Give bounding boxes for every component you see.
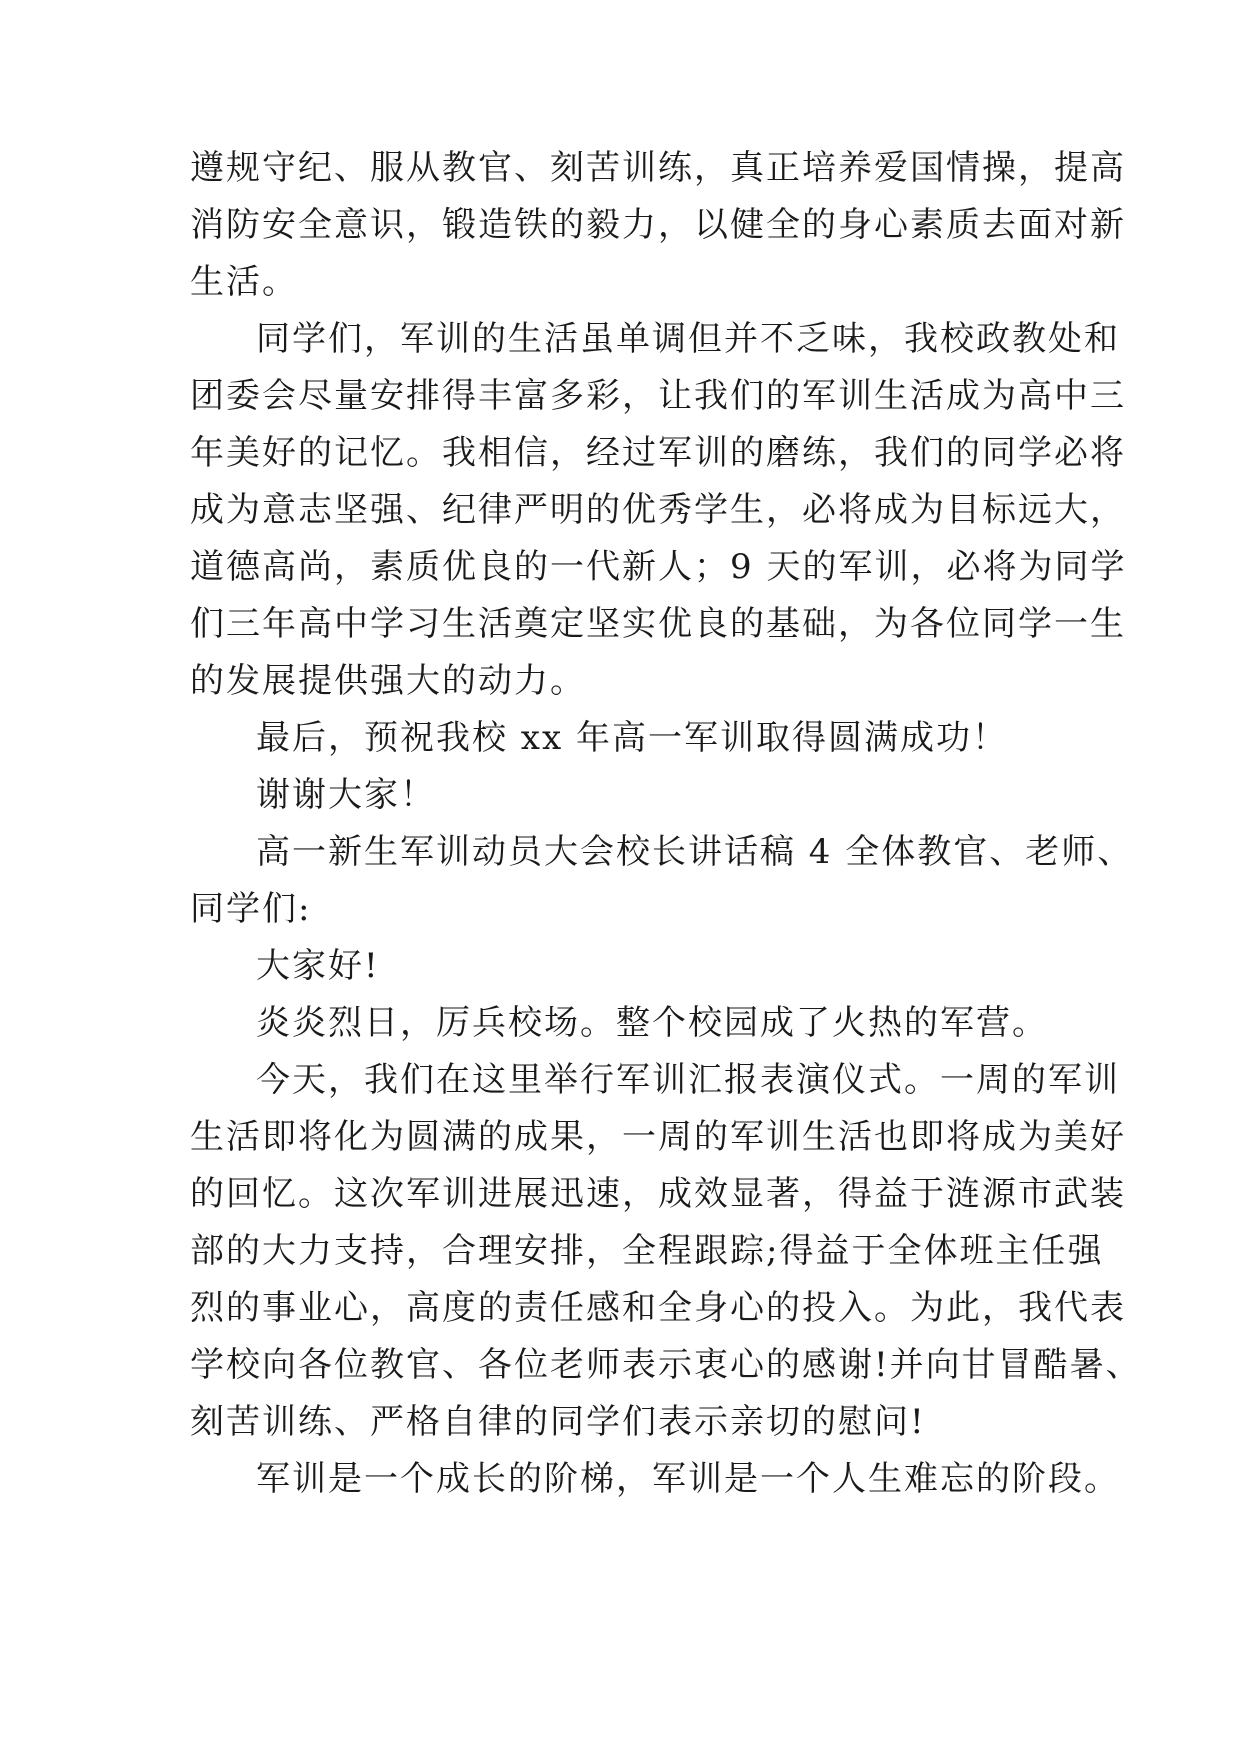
paragraph-line: 学校向各位教官、各位老师表示衷心的感谢!并向甘冒酷暑、 — [190, 1345, 1142, 1385]
paragraph-line: 谢谢大家！ — [256, 775, 436, 815]
paragraph-line: 消防安全意识，锻造铁的毅力，以健全的身心素质去面对新 — [190, 205, 1126, 245]
paragraph-line: 年美好的记忆。我相信，经过军训的磨练，我们的同学必将 — [190, 433, 1126, 473]
paragraph-line: 成为意志坚强、纪律严明的优秀学生，必将成为目标远大， — [190, 490, 1126, 530]
paragraph-line: 部的大力支持，合理安排，全程跟踪;得益于全体班主任强 — [190, 1231, 1104, 1271]
paragraph-line: 遵规守纪、服从教官、刻苦训练，真正培养爱国情操，提高 — [190, 148, 1126, 188]
paragraph-line: 同学们: — [190, 889, 312, 929]
section-heading-line: 高一新生军训动员大会校长讲话稿 4 全体教官、老师、 — [256, 832, 1134, 872]
paragraph-line: 生活即将化为圆满的成果，一周的军训生活也即将成为美好 — [190, 1117, 1126, 1157]
paragraph-line: 最后，预祝我校 xx 年高一军训取得圆满成功！ — [256, 718, 1008, 758]
paragraph-line: 今天，我们在这里举行军训汇报表演仪式。一周的军训 — [256, 1060, 1120, 1100]
paragraph-line: 团委会尽量安排得丰富多彩，让我们的军训生活成为高中三 — [190, 376, 1126, 416]
paragraph-line: 烈的事业心，高度的责任感和全身心的投入。为此，我代表 — [190, 1288, 1126, 1328]
paragraph-line: 道德高尚，素质优良的一代新人；9 天的军训，必将为同学 — [190, 547, 1127, 587]
paragraph-line: 的发展提供强大的动力。 — [190, 661, 586, 701]
paragraph-line: 刻苦训练、严格自律的同学们表示亲切的慰问! — [190, 1402, 926, 1442]
paragraph-line: 军训是一个成长的阶梯，军训是一个人生难忘的阶段。 — [256, 1459, 1120, 1499]
paragraph-line: 生活。 — [190, 262, 298, 302]
paragraph-line: 大家好! — [256, 946, 380, 986]
paragraph-line: 炎炎烈日，厉兵校场。整个校园成了火热的军营。 — [256, 1003, 1048, 1043]
paragraph-line: 同学们，军训的生活虽单调但并不乏味，我校政教处和 — [256, 319, 1120, 359]
paragraph-line: 们三年高中学习生活奠定坚实优良的基础，为各位同学一生 — [190, 604, 1126, 644]
paragraph-line: 的回忆。这次军训进展迅速，成效显著，得益于涟源市武装 — [190, 1174, 1126, 1214]
